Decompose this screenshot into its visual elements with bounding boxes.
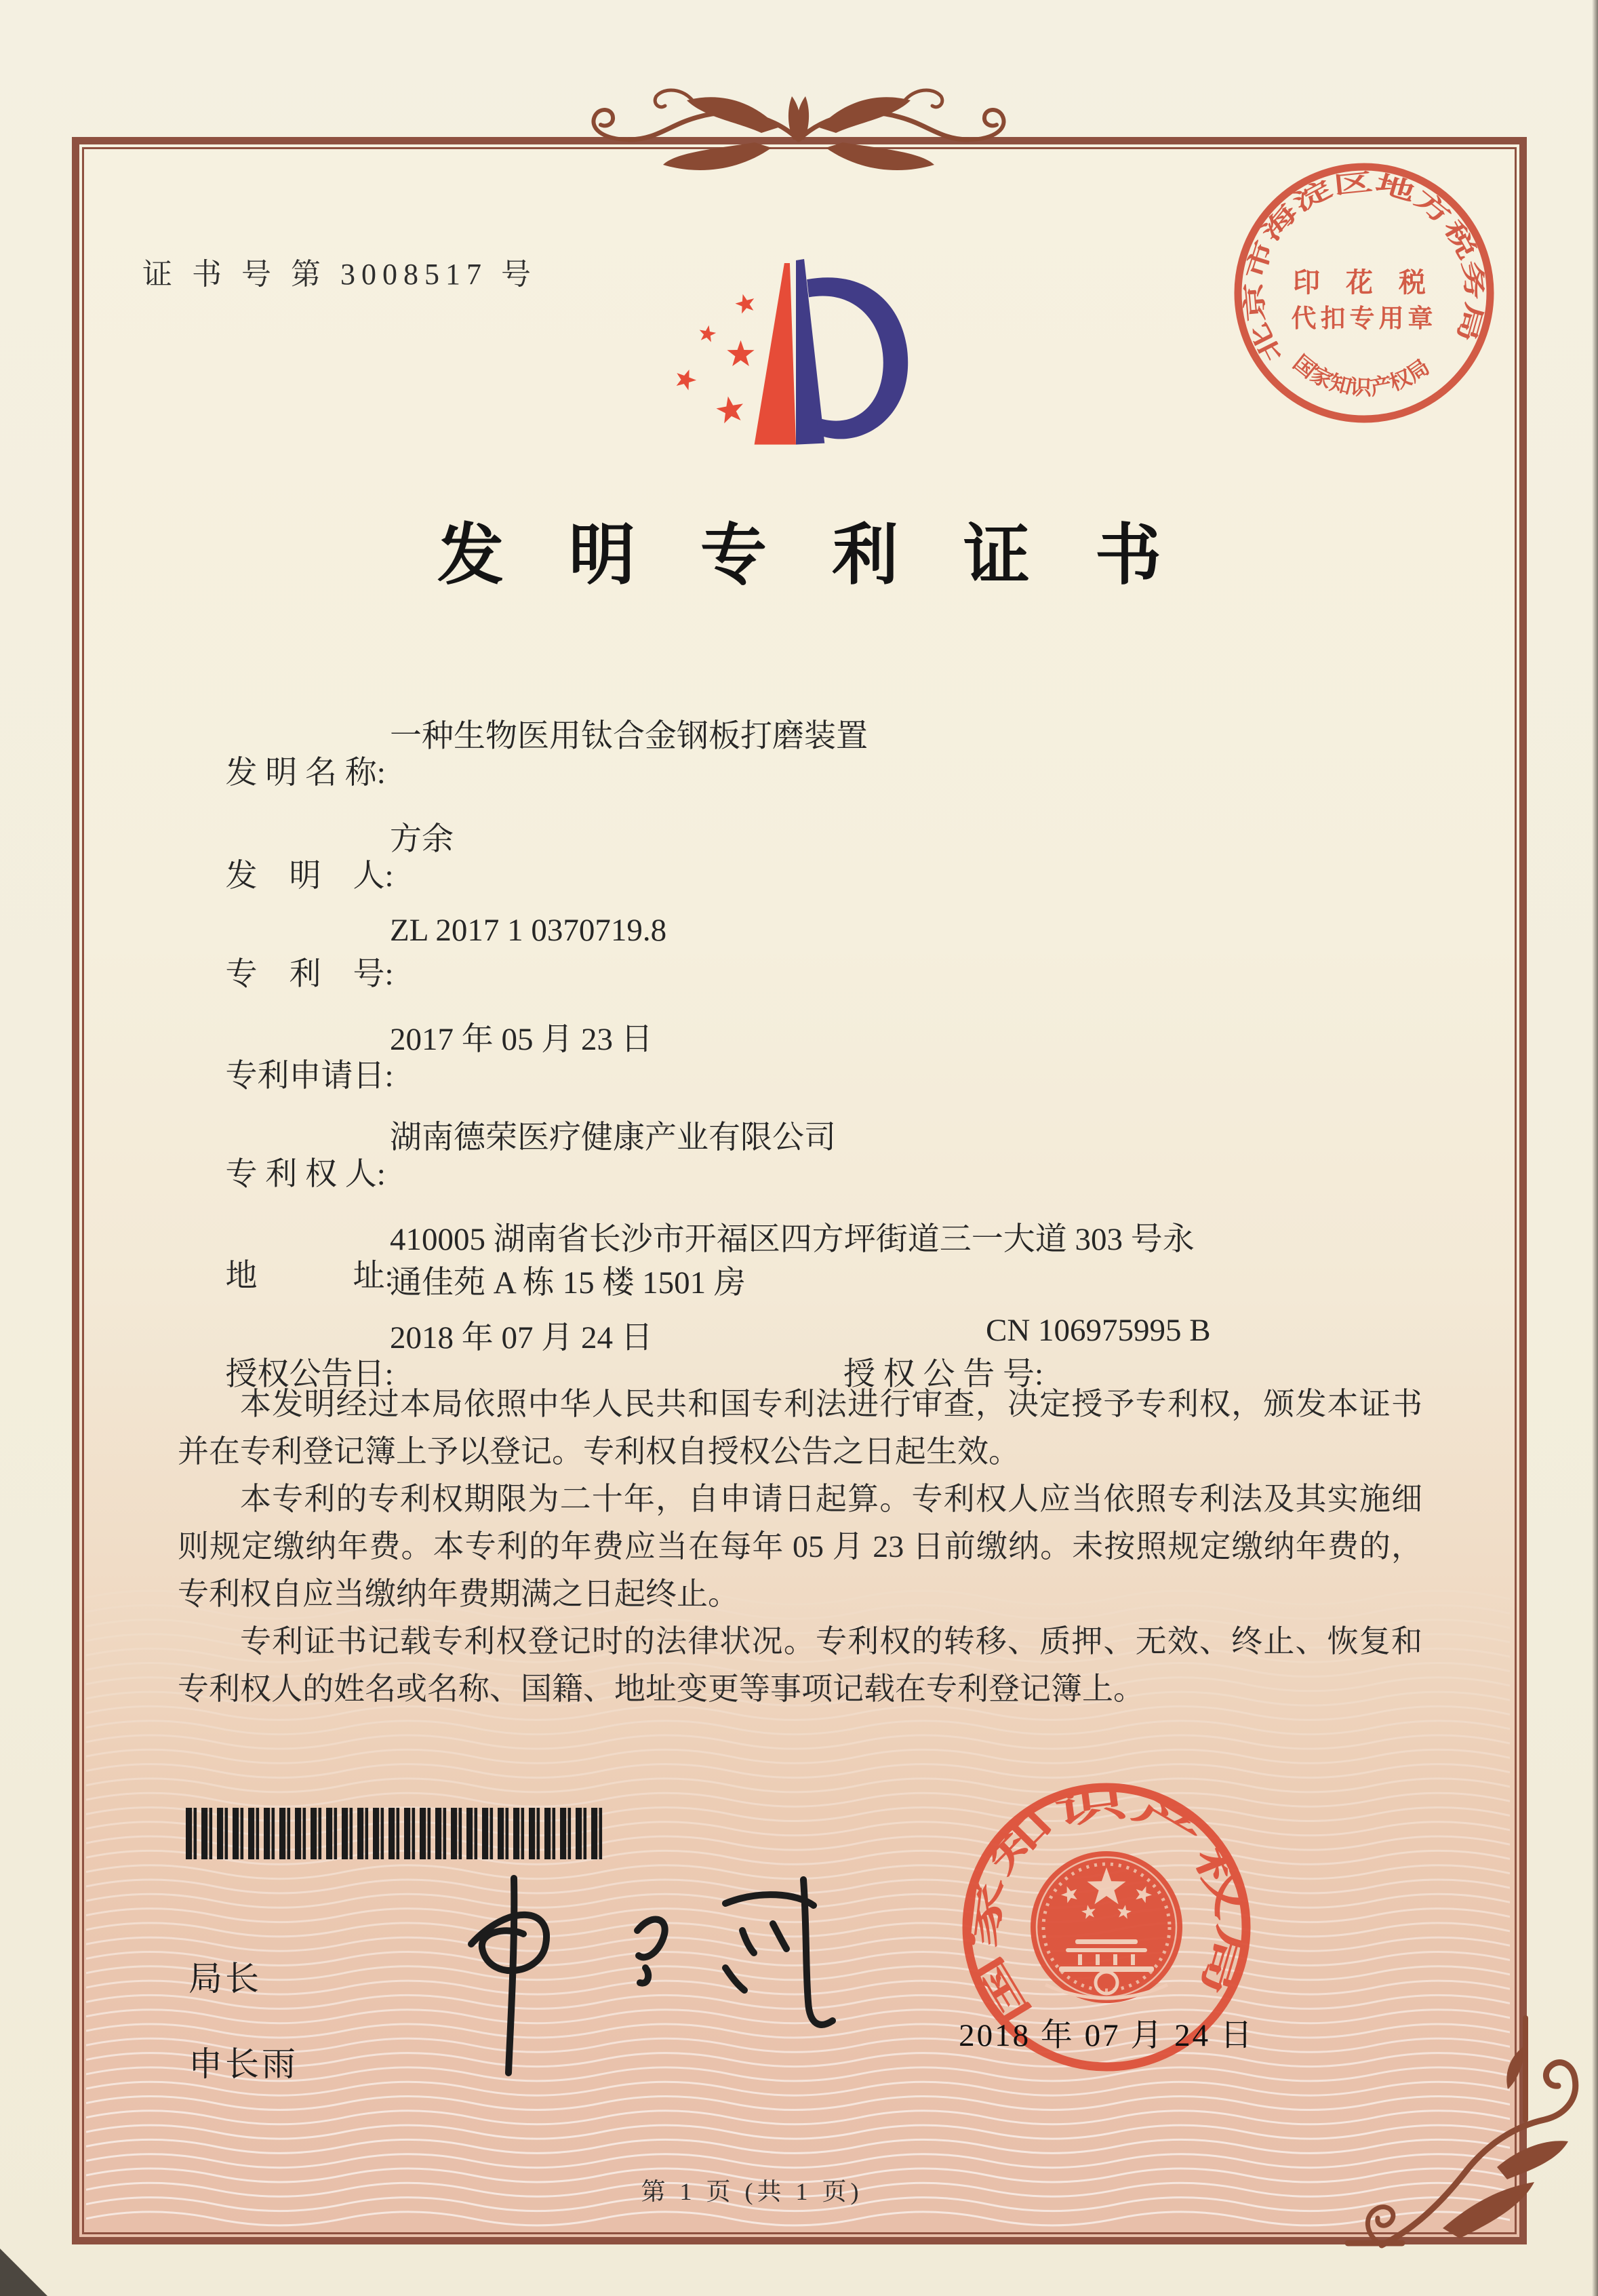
- field-value: 方余: [390, 822, 454, 857]
- field-value: 湖南德荣医疗健康产业有限公司: [390, 1120, 836, 1155]
- field-label: 发 明 人:: [225, 858, 394, 894]
- tax-stamp-center-line1: 印 花 税: [1293, 267, 1435, 298]
- seal-arc-text: 国家知识产权局: [961, 1786, 1253, 2032]
- scan-corner-shadow: [0, 2249, 47, 2296]
- field-label: 授 权 公 告 号:: [843, 1357, 1044, 1392]
- legal-paragraph-3: 专利证书记载专利权登记时的法律状况。专利权的转移、质押、无效、终止、恢复和专利权人的姓名或名称、国籍、地址变更等事项记载在专利登记簿上。: [178, 1624, 1422, 1706]
- scan-edge-shadow: [1592, 0, 1598, 2296]
- field-value-line1: 410005 湖南省长沙市开福区四方坪街道三一大道 303 号永: [390, 1222, 1195, 1257]
- barcode: [186, 1808, 607, 1859]
- page-title-text: 发明专利证书: [437, 519, 1226, 593]
- corner-scroll-ornament-icon: [1341, 2004, 1598, 2278]
- seal-date: 2018 年 07 月 24 日: [959, 2018, 1254, 2053]
- top-scroll-ornament-icon: [561, 80, 1036, 202]
- field-value: 2018 年 07 月 24 日: [390, 1320, 653, 1355]
- field-label: 地 址:: [225, 1259, 394, 1294]
- page-title: [72, 502, 1527, 597]
- field-value: CN 106975995 B: [986, 1313, 1211, 1348]
- tax-stamp-center-line2: 代扣专用章: [1291, 305, 1437, 333]
- legal-paragraph-2: 本专利的专利权期限为二十年，自申请日起算。专利权人应当依照专利法及其实施细则规定缴纳年费。本专利的年费应当在每年 05 月 23 日前缴纳。未按照规定缴纳年费的，专利权自应当缴纳年费期满之日起终止。: [178, 1482, 1422, 1611]
- field-label: 专 利 权 人:: [225, 1157, 386, 1192]
- legal-text-block: [178, 1381, 1422, 1713]
- legal-paragraph-1: 本发明经过本局依照中华人民共和国专利法进行审查，决定授予专利权，颁发本证书并在专利登记簿上予以登记。专利权自授权公告之日起生效。: [178, 1387, 1422, 1469]
- logo-p-bowl: [807, 277, 908, 439]
- page-number-label: 第 1 页 (共 1 页): [641, 2178, 863, 2205]
- field-value: ZL 2017 1 0370719.8: [390, 913, 667, 948]
- field-label: 发 明 名 称:: [225, 755, 386, 791]
- logo-red-spike: [755, 263, 796, 445]
- field-value-line2: 通佳苑 A 栋 15 楼 1501 房: [390, 1265, 746, 1301]
- certificate-number: 证 书 号 第 3008517 号: [142, 258, 537, 291]
- commissioner-name-label: 申长雨: [188, 2045, 298, 2083]
- tax-stamp-bottom-arc-text: 国家知识产权局: [1288, 350, 1433, 400]
- field-value: 一种生物医用钛合金钢板打磨装置: [390, 719, 868, 754]
- svg-text:国家知识产权局: [1289, 351, 1434, 400]
- field-label: 专利申请日:: [225, 1058, 394, 1094]
- handwritten-signature: [407, 1866, 854, 2090]
- national-emblem-icon: [1031, 1851, 1182, 2003]
- logo-stars: [677, 294, 755, 424]
- field-label: 授权公告日:: [225, 1357, 394, 1392]
- field-label: 专 利 号:: [225, 957, 394, 992]
- commissioner-role-label: 局长: [188, 1960, 262, 1998]
- cnipa-logo-icon: [641, 259, 953, 484]
- tax-office-stamp: [1229, 157, 1500, 429]
- tax-stamp-top-arc-text: 北京市海淀区地方税务局: [1241, 170, 1488, 366]
- field-value: 2017 年 05 月 23 日: [390, 1022, 653, 1057]
